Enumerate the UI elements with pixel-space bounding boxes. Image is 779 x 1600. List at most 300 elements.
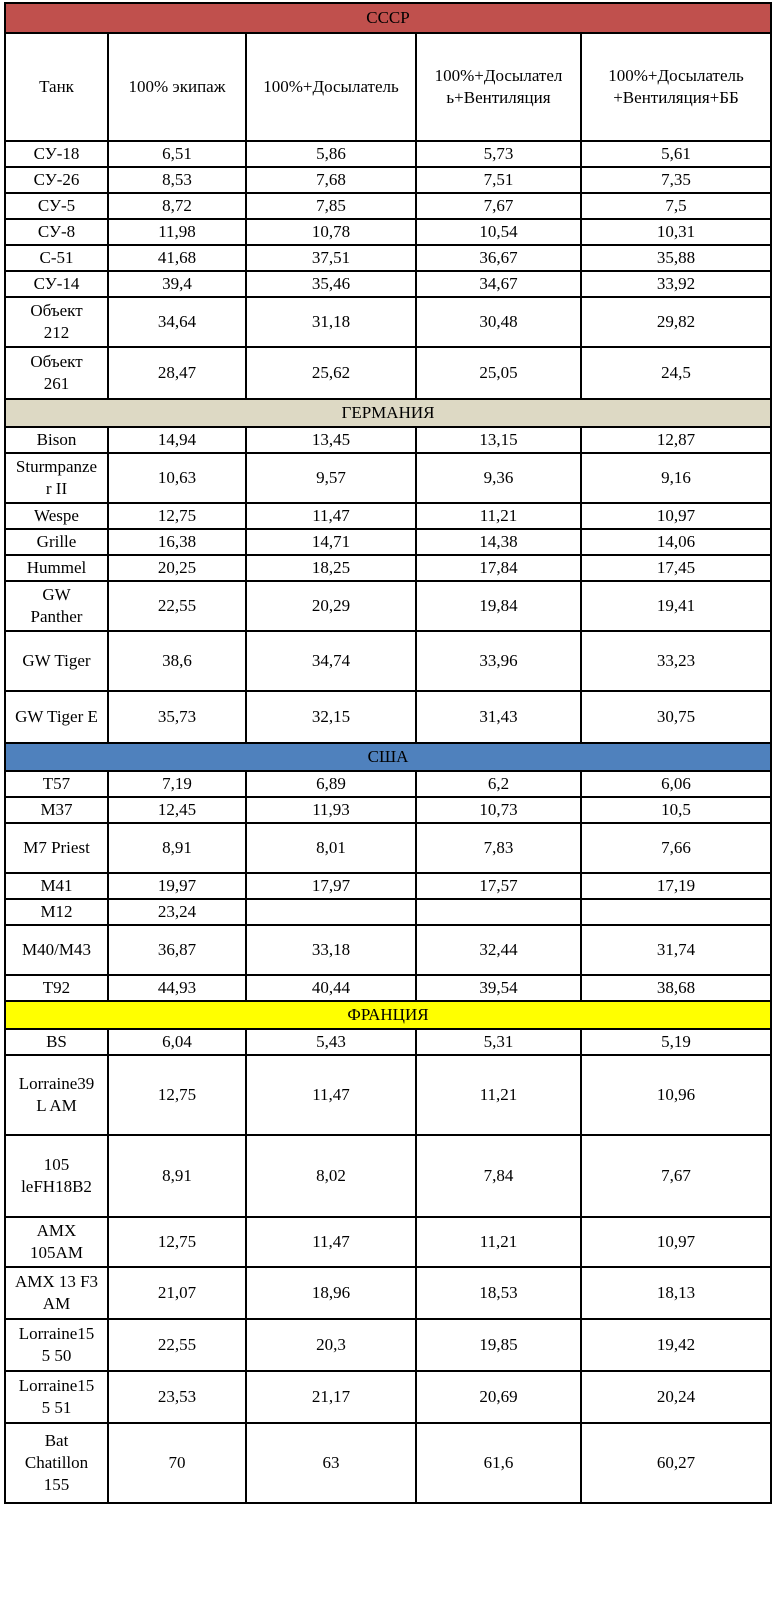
- value-cell-text: 13,45: [311, 430, 351, 449]
- value-cell-text: 10,73: [479, 800, 518, 819]
- column-header: [109, 34, 247, 142]
- value-cell: [417, 1424, 582, 1504]
- value-cell-text: 5,43: [316, 1032, 346, 1051]
- value-cell: [109, 1424, 247, 1504]
- value-cell: [109, 976, 247, 1002]
- value-cell: [109, 824, 247, 874]
- table-row: [4, 1136, 772, 1218]
- section-header: СССР: [4, 4, 772, 34]
- value-cell-text: 35,46: [311, 274, 351, 293]
- value-cell-text: 9,16: [661, 468, 691, 487]
- value-cell: [247, 798, 417, 824]
- tank-name-cell: [4, 272, 109, 298]
- value-cell: [417, 348, 582, 400]
- tank-name-cell: [4, 1136, 109, 1218]
- value-cell: [247, 194, 417, 220]
- value-cell: [582, 824, 772, 874]
- table-row: [4, 632, 772, 692]
- tank-name-cell-text: СУ-18: [33, 144, 80, 163]
- value-cell: [109, 692, 247, 744]
- value-cell-text: 11,21: [479, 1085, 518, 1104]
- value-cell: [247, 1268, 417, 1320]
- value-cell: [582, 632, 772, 692]
- tank-name-cell: [4, 692, 109, 744]
- value-cell: [582, 272, 772, 298]
- tank-name-cell-text: BS: [46, 1032, 67, 1051]
- tank-name-cell-text: M40/M43: [22, 940, 91, 959]
- value-cell: [109, 1030, 247, 1056]
- value-cell-text: 35,88: [656, 248, 696, 267]
- tank-name-cell: [4, 926, 109, 976]
- value-cell: [417, 1320, 582, 1372]
- value-cell: [247, 772, 417, 798]
- value-cell: [247, 874, 417, 900]
- value-cell-text: 21,07: [157, 1283, 197, 1302]
- tank-name-cell: [4, 530, 109, 556]
- value-cell: [109, 874, 247, 900]
- value-cell-text: 8,91: [162, 838, 192, 857]
- tank-name-cell-text: M41: [40, 876, 73, 895]
- value-cell-text: 32,44: [479, 940, 518, 959]
- value-cell: [582, 798, 772, 824]
- value-cell-text: 10,31: [656, 222, 696, 241]
- value-cell: [247, 428, 417, 454]
- table-row: [4, 272, 772, 298]
- tank-name-cell: [4, 900, 109, 926]
- value-cell: [109, 900, 247, 926]
- value-cell-text: 10,63: [157, 468, 197, 487]
- value-cell-text: 7,66: [661, 838, 691, 857]
- value-cell: [582, 194, 772, 220]
- value-cell: [247, 900, 417, 926]
- value-cell-text: 7,85: [316, 196, 346, 215]
- value-cell: [247, 1218, 417, 1268]
- value-cell-text: 36,87: [157, 940, 197, 959]
- tank-name-cell: [4, 582, 109, 632]
- value-cell-text: 9,36: [483, 468, 514, 487]
- value-cell-text: 8,72: [162, 196, 192, 215]
- value-cell-text: 6,06: [661, 774, 691, 793]
- table-row: [4, 582, 772, 632]
- table-row: [4, 900, 772, 926]
- tank-name-cell-text: Hummel: [26, 558, 87, 577]
- value-cell-text: 20,3: [316, 1335, 346, 1354]
- value-cell-text: 34,64: [157, 312, 197, 331]
- value-cell: [417, 504, 582, 530]
- value-cell: [582, 900, 772, 926]
- value-cell: [582, 1320, 772, 1372]
- column-header-text: 100% экипаж: [128, 77, 226, 96]
- value-cell: [582, 1030, 772, 1056]
- column-header: [417, 34, 582, 142]
- column-header: [582, 34, 772, 142]
- value-cell-text: 63: [322, 1453, 340, 1472]
- value-cell-text: 11,93: [312, 800, 350, 819]
- value-cell-text: 19,42: [656, 1335, 696, 1354]
- value-cell-text: 18,13: [656, 1283, 696, 1302]
- value-cell-text: 7,51: [483, 170, 514, 189]
- value-cell: [582, 874, 772, 900]
- tank-name-cell: [4, 874, 109, 900]
- value-cell: [417, 798, 582, 824]
- value-cell-text: 19,84: [479, 596, 518, 615]
- table-row: [4, 348, 772, 400]
- value-cell: [109, 772, 247, 798]
- value-cell: [417, 168, 582, 194]
- value-cell: [109, 504, 247, 530]
- value-cell: [582, 220, 772, 246]
- value-cell: [417, 692, 582, 744]
- value-cell: [417, 142, 582, 168]
- value-cell-text: 25,62: [311, 363, 351, 382]
- tank-name-cell: [4, 1056, 109, 1136]
- value-cell-text: 5,86: [316, 144, 346, 163]
- value-cell: [247, 348, 417, 400]
- value-cell-text: 34,74: [311, 651, 351, 670]
- value-cell: [417, 582, 582, 632]
- value-cell: [582, 556, 772, 582]
- value-cell: [247, 1136, 417, 1218]
- section-header: США: [4, 744, 772, 772]
- tank-name-cell: [4, 1372, 109, 1424]
- value-cell: [582, 1372, 772, 1424]
- value-cell-text: 24,5: [661, 363, 691, 382]
- value-cell-text: 8,02: [316, 1166, 346, 1185]
- tank-name-cell-text: GW Tiger: [22, 651, 91, 670]
- value-cell-text: 6,89: [316, 774, 346, 793]
- tank-name-cell-text: Lorraine15 5 51: [18, 1376, 95, 1417]
- value-cell-text: 7,84: [483, 1166, 514, 1185]
- value-cell-text: 20,24: [656, 1387, 696, 1406]
- value-cell: [109, 142, 247, 168]
- value-cell: [417, 454, 582, 504]
- table-row: [4, 798, 772, 824]
- value-cell: [582, 1424, 772, 1504]
- value-cell-text: 7,83: [483, 838, 514, 857]
- value-cell-text: 31,74: [656, 940, 696, 959]
- table-row: [4, 824, 772, 874]
- value-cell: [247, 632, 417, 692]
- tank-name-cell: [4, 632, 109, 692]
- value-cell: [109, 428, 247, 454]
- value-cell: [582, 454, 772, 504]
- table-row: [4, 428, 772, 454]
- value-cell: [109, 556, 247, 582]
- value-cell: [247, 504, 417, 530]
- tank-name-cell: [4, 504, 109, 530]
- value-cell-text: 37,51: [311, 248, 351, 267]
- tank-name-cell: [4, 246, 109, 272]
- tank-name-cell-text: M7 Priest: [23, 838, 90, 857]
- value-cell: [247, 220, 417, 246]
- value-cell: [247, 1424, 417, 1504]
- tank-name-cell-text: Lorraine39 L AM: [18, 1074, 95, 1115]
- value-cell: [582, 348, 772, 400]
- value-cell-text: 34,67: [479, 274, 518, 293]
- value-cell-text: 10,5: [661, 800, 691, 819]
- value-cell: [109, 530, 247, 556]
- value-cell-text: 39,4: [162, 274, 192, 293]
- tank-name-cell-text: С-51: [39, 248, 74, 267]
- tank-name-cell: [4, 824, 109, 874]
- tank-name-cell-text: AMX 13 F3 AM: [14, 1272, 99, 1313]
- tank-name-cell: [4, 220, 109, 246]
- value-cell-text: 38,68: [656, 978, 696, 997]
- value-cell: [109, 1136, 247, 1218]
- tank-name-cell: [4, 556, 109, 582]
- value-cell-text: 6,04: [162, 1032, 192, 1051]
- value-cell: [247, 246, 417, 272]
- value-cell: [109, 298, 247, 348]
- value-cell-text: 5,61: [661, 144, 691, 163]
- tank-name-cell-text: СУ-26: [33, 170, 80, 189]
- value-cell: [582, 504, 772, 530]
- tank-name-cell-text: T57: [42, 774, 71, 793]
- value-cell-text: 10,96: [656, 1085, 696, 1104]
- tank-name-cell: [4, 428, 109, 454]
- value-cell: [247, 530, 417, 556]
- value-cell-text: 61,6: [483, 1453, 514, 1472]
- tank-name-cell: [4, 168, 109, 194]
- value-cell: [109, 1372, 247, 1424]
- value-cell-text: 17,19: [656, 876, 696, 895]
- value-cell-text: 10,54: [479, 222, 518, 241]
- table-row: [4, 1424, 772, 1504]
- value-cell-text: 11,47: [312, 1085, 350, 1104]
- value-cell-text: 25,05: [479, 363, 518, 382]
- value-cell-text: 30,48: [479, 312, 518, 331]
- table-row: [4, 556, 772, 582]
- value-cell: [417, 530, 582, 556]
- value-cell-text: 35,73: [157, 707, 197, 726]
- value-cell: [109, 582, 247, 632]
- value-cell-text: 14,38: [479, 532, 518, 551]
- comparison-table: [4, 2, 772, 1504]
- tank-name-cell: [4, 454, 109, 504]
- value-cell: [582, 246, 772, 272]
- value-cell-text: 11,21: [479, 1232, 518, 1251]
- value-cell-text: 5,19: [661, 1032, 691, 1051]
- value-cell-text: 8,53: [162, 170, 192, 189]
- value-cell-text: 36,67: [479, 248, 518, 267]
- value-cell-text: 12,75: [157, 506, 197, 525]
- value-cell: [417, 632, 582, 692]
- value-cell-text: 5,73: [483, 144, 514, 163]
- value-cell: [247, 1320, 417, 1372]
- section-header: ГЕРМАНИЯ: [4, 400, 772, 428]
- value-cell-text: 44,93: [157, 978, 197, 997]
- value-cell-text: 12,45: [157, 800, 197, 819]
- value-cell-text: 22,55: [157, 1335, 197, 1354]
- value-cell: [417, 272, 582, 298]
- value-cell: [109, 798, 247, 824]
- value-cell-text: 18,53: [479, 1283, 518, 1302]
- tank-name-cell-text: T92: [42, 978, 71, 997]
- value-cell: [417, 1218, 582, 1268]
- value-cell-text: 17,45: [656, 558, 696, 577]
- tank-name-cell: [4, 142, 109, 168]
- value-cell: [417, 976, 582, 1002]
- value-cell-text: 70: [168, 1453, 186, 1472]
- column-header-text: 100%+Досылатель +Вентиляция+ББ: [608, 66, 744, 107]
- value-cell-text: 33,96: [479, 651, 518, 670]
- tank-name-cell: [4, 298, 109, 348]
- value-cell-text: 19,41: [656, 596, 696, 615]
- tank-name-cell: [4, 1030, 109, 1056]
- value-cell-text: 16,38: [157, 532, 197, 551]
- value-cell-text: 20,29: [311, 596, 351, 615]
- value-cell-text: 33,92: [656, 274, 696, 293]
- table-row: [4, 976, 772, 1002]
- value-cell: [247, 582, 417, 632]
- tank-name-cell: [4, 772, 109, 798]
- value-cell-text: 7,19: [162, 774, 192, 793]
- value-cell: [417, 246, 582, 272]
- value-cell: [247, 142, 417, 168]
- value-cell-text: 10,97: [656, 506, 696, 525]
- tank-name-cell: [4, 798, 109, 824]
- value-cell: [109, 926, 247, 976]
- value-cell: [582, 530, 772, 556]
- value-cell: [582, 142, 772, 168]
- value-cell: [417, 298, 582, 348]
- value-cell: [582, 168, 772, 194]
- tank-name-cell-text: Bat Chatillon 155: [24, 1431, 89, 1494]
- value-cell: [582, 772, 772, 798]
- value-cell: [417, 874, 582, 900]
- table-row: [4, 298, 772, 348]
- value-cell-text: 32,15: [311, 707, 351, 726]
- value-cell-text: 17,84: [479, 558, 518, 577]
- table-row: [4, 246, 772, 272]
- value-cell-text: 17,57: [479, 876, 518, 895]
- tank-name-cell: [4, 194, 109, 220]
- value-cell: [109, 1268, 247, 1320]
- tank-name-cell-text: Объект 261: [30, 352, 83, 393]
- value-cell-text: 21,17: [311, 1387, 351, 1406]
- value-cell-text: 13,15: [479, 430, 518, 449]
- value-cell-text: 14,94: [157, 430, 197, 449]
- tank-name-cell-text: СУ-5: [37, 196, 76, 215]
- value-cell-text: 10,97: [656, 1232, 696, 1251]
- value-cell: [247, 692, 417, 744]
- value-cell: [417, 194, 582, 220]
- column-header-row: [4, 34, 772, 142]
- tank-name-cell: [4, 1424, 109, 1504]
- value-cell: [247, 168, 417, 194]
- value-cell-text: 7,67: [661, 1166, 691, 1185]
- value-cell-text: 38,6: [162, 651, 192, 670]
- value-cell: [109, 194, 247, 220]
- value-cell-text: 22,55: [157, 596, 197, 615]
- value-cell-text: 12,75: [157, 1232, 197, 1251]
- value-cell: [582, 428, 772, 454]
- value-cell-text: 17,97: [311, 876, 351, 895]
- value-cell: [417, 824, 582, 874]
- tank-name-cell-text: Bison: [36, 430, 77, 449]
- value-cell-text: 7,68: [316, 170, 346, 189]
- value-cell: [247, 556, 417, 582]
- value-cell-text: 14,06: [656, 532, 696, 551]
- value-cell: [247, 272, 417, 298]
- value-cell: [109, 1056, 247, 1136]
- table-row: [4, 168, 772, 194]
- tank-name-cell-text: Sturmpanze r II: [15, 457, 98, 498]
- value-cell-text: 33,18: [311, 940, 351, 959]
- value-cell-text: 31,18: [311, 312, 351, 331]
- value-cell: [417, 1136, 582, 1218]
- value-cell: [582, 582, 772, 632]
- value-cell-text: 41,68: [157, 248, 197, 267]
- value-cell-text: 31,43: [479, 707, 518, 726]
- value-cell-text: 23,24: [157, 902, 197, 921]
- value-cell-text: 7,35: [661, 170, 691, 189]
- value-cell: [582, 1056, 772, 1136]
- value-cell-text: 7,5: [665, 196, 687, 215]
- value-cell: [417, 1056, 582, 1136]
- value-cell-text: 6,51: [162, 144, 192, 163]
- value-cell: [109, 220, 247, 246]
- value-cell-text: 11,47: [312, 506, 350, 525]
- value-cell: [582, 298, 772, 348]
- value-cell-text: 19,85: [479, 1335, 518, 1354]
- value-cell-text: 11,98: [158, 222, 196, 241]
- table-row: [4, 504, 772, 530]
- value-cell: [109, 168, 247, 194]
- table-row: [4, 874, 772, 900]
- value-cell-text: 8,91: [162, 1166, 192, 1185]
- value-cell-text: 7,67: [483, 196, 514, 215]
- value-cell-text: 11,47: [312, 1232, 350, 1251]
- table-row: [4, 1320, 772, 1372]
- table-row: [4, 1218, 772, 1268]
- tank-name-cell-text: Grille: [36, 532, 77, 551]
- value-cell: [247, 298, 417, 348]
- value-cell: [417, 1268, 582, 1320]
- table-row: [4, 1056, 772, 1136]
- section-header: ФРАНЦИЯ: [4, 1002, 772, 1030]
- column-header: [4, 34, 109, 142]
- value-cell-text: 18,96: [311, 1283, 351, 1302]
- value-cell-text: 9,57: [316, 468, 346, 487]
- value-cell-text: 29,82: [656, 312, 696, 331]
- value-cell-text: 60,27: [656, 1453, 696, 1472]
- column-header-text: 100%+Досылатель: [263, 77, 399, 96]
- tank-name-cell: [4, 976, 109, 1002]
- value-cell: [417, 900, 582, 926]
- value-cell: [582, 1218, 772, 1268]
- table-row: [4, 142, 772, 168]
- table-row: [4, 1372, 772, 1424]
- value-cell: [417, 220, 582, 246]
- value-cell: [247, 1372, 417, 1424]
- value-cell: [582, 926, 772, 976]
- value-cell-text: 28,47: [157, 363, 197, 382]
- value-cell-text: 40,44: [311, 978, 351, 997]
- column-header-text: 100%+Досылател ь+Вентиляция: [434, 66, 563, 107]
- value-cell: [109, 348, 247, 400]
- value-cell: [582, 976, 772, 1002]
- table-row: [4, 926, 772, 976]
- value-cell-text: 20,25: [157, 558, 197, 577]
- tank-name-cell-text: GW Panther: [30, 585, 83, 626]
- value-cell-text: 23,53: [157, 1387, 197, 1406]
- value-cell: [417, 772, 582, 798]
- value-cell: [417, 428, 582, 454]
- value-cell-text: 8,01: [316, 838, 346, 857]
- value-cell-text: 12,87: [656, 430, 696, 449]
- value-cell-text: 33,23: [656, 651, 696, 670]
